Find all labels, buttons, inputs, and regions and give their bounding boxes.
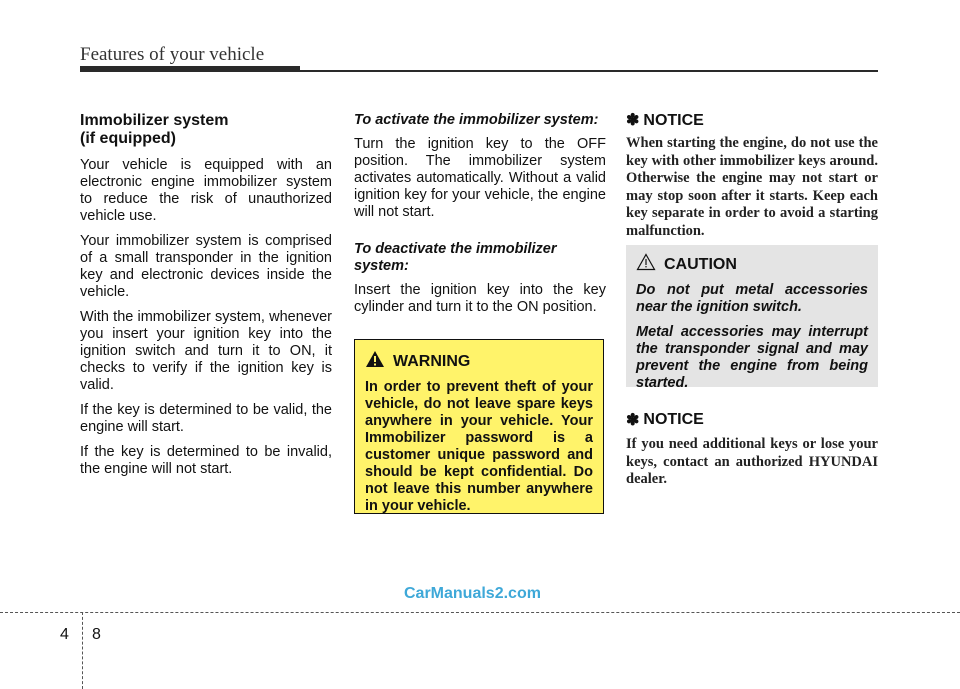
page-chapter-number: 4 [60, 626, 69, 643]
caution-header [636, 253, 868, 276]
notice-block-2 [626, 410, 878, 489]
paragraph: If the key is determined to be invalid, the engine will not start. [80, 444, 332, 477]
notice-text: If you need additional keys or lose your keys, contact an authorized HYUNDAI dealer. [626, 436, 878, 487]
caution-text-2: Metal accessories may interrupt the transponder signal and may prevent the engine from being started. [636, 324, 868, 391]
notice-symbol-icon: ✽ [626, 412, 640, 429]
paragraph: With the immobilizer system, whenever you insert your ignition key into the ignition switch and turn it to ON, it checks to verify if the ignition key is valid. [80, 309, 332, 393]
warning-header [365, 350, 593, 373]
footer-divider [0, 612, 960, 613]
section-heading-line2: (if equipped) [80, 130, 176, 147]
page-header-title: Features of your vehicle [80, 44, 265, 65]
section-heading-line1: Immobilizer system [80, 112, 229, 129]
notice-text: When starting the engine, do not use the key with other immobilizer keys around. Otherwise the engine may not start or may stop soon after it starts. Keep each key separate in order to avoid a starting malfunction. [626, 135, 878, 239]
activate-text: Turn the ignition key to the OFF position. The immobilizer system activates automatically. Without a valid ignition key for your vehicle, the engine will not start. [354, 136, 606, 220]
column-activation [354, 112, 606, 324]
notice-title: NOTICE [643, 411, 704, 428]
activate-heading: To activate the immobilizer system: [354, 112, 599, 128]
notice-block-1 [626, 112, 878, 240]
notice-heading [626, 112, 878, 129]
warning-box [354, 339, 604, 514]
section-heading [80, 112, 332, 148]
paragraph: If the key is determined to be valid, the engine will start. [80, 402, 332, 435]
header-rule-thick [80, 66, 300, 72]
footer-vertical-divider [82, 612, 83, 689]
warning-triangle-icon [365, 350, 385, 373]
watermark-link[interactable]: CarManuals2.com [404, 585, 541, 602]
notice-symbol-icon: ✽ [626, 112, 640, 129]
caution-triangle-icon [636, 253, 656, 276]
caution-box [626, 245, 878, 391]
column-immobilizer-intro [80, 112, 332, 486]
caution-text-1: Do not put metal accessories near the ignition switch. [636, 282, 868, 315]
header-rule-thin [300, 70, 878, 72]
paragraph: Your immobilizer system is comprised of a small transponder in the ignition key and electronic devices inside the vehicle. [80, 233, 332, 300]
deactivate-heading: To deactivate the immobilizer system: [354, 241, 557, 274]
caution-title: CAUTION [664, 255, 737, 273]
deactivate-text: Insert the ignition key into the key cylinder and turn it to the ON position. [354, 282, 606, 315]
notice-heading [626, 410, 878, 430]
warning-text: In order to prevent theft of your vehicle, do not leave spare keys anywhere in your vehicle. Your Immobilizer password is a customer unique password and should be kept confidential. Do not leave this number anywhere in your vehicle. [365, 379, 593, 514]
warning-title: WARNING [393, 352, 471, 370]
paragraph: Your vehicle is equipped with an electronic engine immobilizer system to reduce the risk of unauthorized vehicle use. [80, 157, 332, 224]
notice-title: NOTICE [643, 112, 704, 129]
page-number: 8 [92, 626, 101, 643]
